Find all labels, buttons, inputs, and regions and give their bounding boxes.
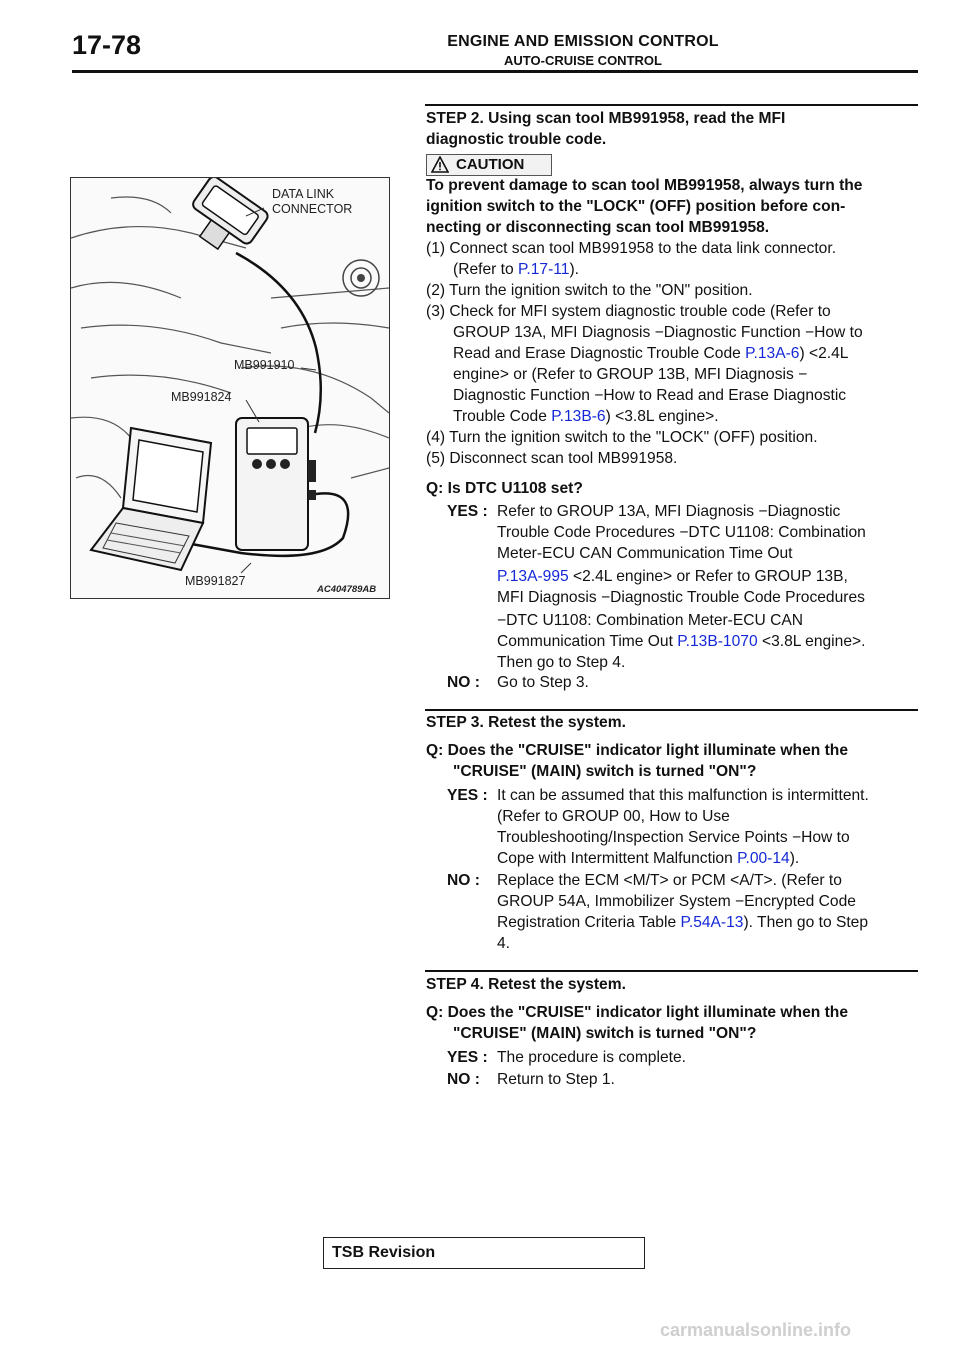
- proc-item-4: (4) Turn the ignition switch to the "LOCK" (OFF) position.: [426, 429, 818, 446]
- link-p13a-6[interactable]: P.13A-6: [745, 345, 800, 362]
- tsb-revision-box: TSB Revision: [323, 1237, 645, 1269]
- label-data-link: DATA LINK: [272, 187, 335, 201]
- step2-procedure-list: [426, 238, 918, 469]
- step4-no-key: NO :: [447, 1071, 480, 1088]
- step3-question: Q: Does the "CRUISE" indicator light illuminate when the "CRUISE" (MAIN) switch is turned "ON"?: [426, 742, 848, 780]
- step2-no-key: NO :: [447, 674, 480, 691]
- label-connector: CONNECTOR: [272, 202, 353, 216]
- step2-yes-answer: Refer to GROUP 13A, MFI Diagnosis −Diagnostic Trouble Code Procedures −DTC U1108: Combination Meter-ECU CAN Communication Time Out P.13A-995 <2.4L engine> or Refer to GROUP 13B, MFI Diagnosis −Diagnostic Trouble Code Procedures −DTC U1108: Combination Meter-ECU CAN Communication Time Out P.13B-1070 <3.8L engine>. Then go to Step 4.: [497, 503, 866, 671]
- caution-text: To prevent damage to scan tool MB991958, always turn the ignition switch to the "LOCK" (OFF) position before con- necting or disconnecting scan tool MB991958.: [426, 177, 863, 236]
- link-p17-11[interactable]: P.17-11: [518, 261, 570, 278]
- link-p13b-6[interactable]: P.13B-6: [551, 408, 606, 425]
- link-p54a-13[interactable]: P.54A-13: [680, 914, 744, 931]
- step3-rule: [425, 709, 918, 711]
- scan-tool-connection-figure: [70, 177, 390, 599]
- step4-no-answer: Return to Step 1.: [497, 1071, 615, 1088]
- step4-yes-key: YES :: [447, 1049, 488, 1066]
- section-title: ENGINE AND EMISSION CONTROL: [447, 33, 719, 50]
- figure-code: AC404789AB: [317, 584, 377, 595]
- caution-label: CAUTION: [456, 156, 525, 173]
- caution-box: [426, 154, 552, 176]
- laptop-pc: [91, 428, 211, 570]
- proc-item-3-line5: Diagnostic Function −How to Read and Erase Diagnostic: [453, 387, 847, 404]
- proc-item-3-line6: Trouble Code P.13B-6) <3.8L engine>.: [453, 408, 719, 425]
- link-p13a-995[interactable]: P.13A-995: [497, 568, 569, 585]
- proc-item-1-ref: (Refer to P.17-11).: [453, 261, 579, 278]
- step2-question: Q: Is DTC U1108 set?: [426, 480, 583, 497]
- step3-no-key: NO :: [447, 872, 480, 889]
- step2-yes-key: YES :: [447, 503, 488, 520]
- step4-heading: STEP 4. Retest the system.: [426, 976, 626, 993]
- proc-item-3-line2: GROUP 13A, MFI Diagnosis −Diagnostic Function −How to: [453, 324, 863, 341]
- step2-no-answer: Go to Step 3.: [497, 674, 589, 691]
- label-mb991910: MB991910: [234, 358, 295, 372]
- proc-item-3-line3: Read and Erase Diagnostic Trouble Code P.13A-6) <2.4L: [453, 345, 849, 362]
- mb991824-scan-tool: [236, 418, 316, 550]
- proc-item-5: (5) Disconnect scan tool MB991958.: [426, 450, 678, 467]
- step4-yes-answer: The procedure is complete.: [497, 1049, 686, 1066]
- step3-heading: STEP 3. Retest the system.: [426, 714, 626, 731]
- step3-no-answer: Replace the ECM <M/T> or PCM <A/T>. (Refer to GROUP 54A, Immobilizer System −Encrypted Code Registration Criteria Table P.54A-13). Then go to Step 4.: [497, 872, 869, 952]
- section-subtitle: AUTO-CRUISE CONTROL: [504, 53, 662, 68]
- step3-yes-key: YES :: [447, 787, 488, 804]
- header-rule: [72, 70, 918, 73]
- site-watermark: carmanualsonline.info: [660, 1320, 852, 1340]
- proc-item-1: (1) Connect scan tool MB991958 to the data link connector.: [426, 240, 837, 257]
- label-mb991827: MB991827: [185, 574, 246, 588]
- label-mb991824: MB991824: [171, 390, 232, 404]
- link-p00-14[interactable]: P.00-14: [737, 850, 790, 867]
- step4-question: Q: Does the "CRUISE" indicator light illuminate when the "CRUISE" (MAIN) switch is turned "ON"?: [426, 1004, 848, 1042]
- proc-item-2: (2) Turn the ignition switch to the "ON" position.: [426, 282, 753, 299]
- data-link-connector-plug: [179, 178, 270, 262]
- step3-yes-answer: It can be assumed that this malfunction is intermittent. (Refer to GROUP 00, How to Use Troubleshooting/Inspection Service Points −How to Cope with Intermittent Malfunction P.00-14).: [497, 787, 869, 867]
- proc-item-3: (3) Check for MFI system diagnostic trouble code (Refer to: [426, 303, 831, 320]
- link-p13b-1070[interactable]: P.13B-1070: [677, 633, 758, 650]
- step2-heading: STEP 2. Using scan tool MB991958, read the MFI diagnostic trouble code.: [426, 110, 786, 148]
- proc-item-3-line4: engine> or (Refer to GROUP 13B, MFI Diagnosis −: [453, 366, 808, 383]
- step2-rule: [425, 104, 918, 106]
- warning-icon: [431, 156, 449, 173]
- page-number: 17-78: [72, 30, 142, 60]
- step4-rule: [425, 970, 918, 972]
- connection-illustration: [71, 178, 389, 598]
